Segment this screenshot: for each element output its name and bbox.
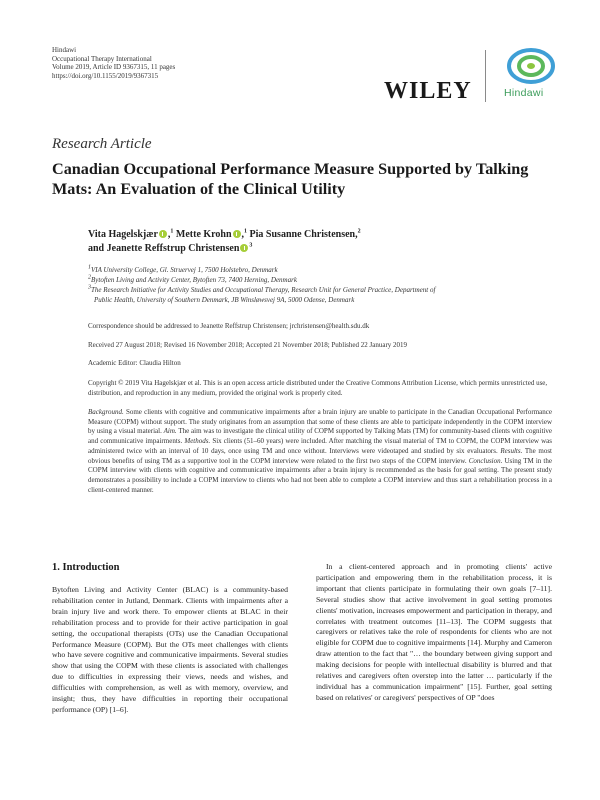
affiliation-item (88, 265, 558, 275)
hindawi-wordmark: Hindawi (504, 87, 544, 99)
author-name: Vita Hagelskjær (88, 229, 158, 240)
volume-line: Volume 2019, Article ID 9367315, 11 pages (52, 63, 176, 72)
body-column-right (316, 562, 552, 704)
article-title: Canadian Occupational Performance Measure Supported by Talking Mats: An Evaluation of the Clinical Utility (52, 160, 529, 198)
abstract-label: Results. (500, 446, 523, 455)
orcid-icon[interactable] (240, 244, 248, 252)
abstract-label: Aim. (163, 427, 177, 436)
authors-and: and (88, 243, 105, 254)
wiley-logo: WILEY (384, 78, 472, 104)
abstract-text: Using TM in the COPM interview with clients with cognitive and communicative impairments after a brain injury is recommended as the basis for goal setting. The present study demonstrates a possibility to include a COPM interview to clients who had not been able to complete a COPM interview and thus start a rehabilitation process in a client-centered manner. (88, 456, 552, 494)
author-list: Vita Hagelskjær ,$^1$ Mette Krohn ,$^1$ Pia Susanne Christensen,$^2$ and Jeanette Reffstrup Christensen $^3$ (88, 228, 361, 254)
abstract-text: The most obvious benefits of using TM as a supportive tool in the COPM interview were related to the first two steps of the COPM interview. (88, 446, 552, 465)
author-name: Mette Krohn (175, 229, 232, 240)
affiliations (88, 265, 558, 305)
author-affil-sup: 1 (170, 228, 174, 235)
affiliation-item (88, 275, 558, 285)
abstract-text: The aim was to investigate the clinical utility of COPM supported by Talking Mats (TM) for community-based clients with cognitive and communicative impairments. (88, 427, 552, 446)
doi-link[interactable]: https://doi.org/10.1155/2019/9367315 (52, 71, 159, 80)
author-affil-sup: 2 (357, 228, 361, 235)
affiliation-continuation: Public Health, University of Southern Denmark, JB Winsløwsvej 9A, 5000 Odense, Denmark (94, 296, 355, 304)
body-paragraph: In a client-centered approach and in promoting clients' active participation and empowering them in the rehabilitation process, it is important that clients participate in formulating their own goals [7–11]. Several studies show that active involvement in goal setting promotes clients' motivation, increases empowerment and participation in therapy, and correlates with treatment outcomes [11–13]. The COPM suggests that caregivers or relatives take the role of respondents for clients who are not eligible for COPM due to cognitive impairments [14]. Murphy and Cameron draw attention to the fact that "… the boundary between giving support and making decisions for people with intellectual disability is blurred and that relatives and caregivers often overstep into the latter … particularly if the individual has a communication impairment" [15]. Further, goal setting based on relatives' or caregivers' perspectives of OP "does (316, 562, 552, 702)
copyright-notice: Copyright © 2019 Vita Hagelskjær et al. This is an open access article distributed under the Creative Commons Attribution License, which permits unrestricted use, distribution, and reproduction in any medium, provided the original work is properly cited. (88, 379, 548, 397)
section-heading: 1. Introduction (52, 562, 120, 573)
dates-line: Received 27 August 2018; Revised 16 November 2018; Accepted 21 November 2018; Published 22 January 2019 (88, 341, 408, 349)
author-name: Jeanette Reffstrup Christensen (106, 243, 240, 254)
affiliation-sup: 3 (88, 284, 91, 291)
author-name: Pia Susanne Christensen, (249, 229, 358, 240)
author-affil-sup: 1 (244, 228, 248, 235)
affiliation-sup: 2 (88, 274, 91, 281)
academic-editor-line: Academic Editor: Claudia Hilton (88, 359, 181, 367)
abstract-label: Methods. (184, 437, 211, 446)
affiliation-text: The Research Initiative for Activity Studies and Occupational Therapy, Research Unit for General Practice, Department of (91, 286, 436, 294)
correspondence-line: Correspondence should be addressed to Jeanette Reffstrup Christensen; jrchristensen@health.sdu.dk (88, 322, 370, 330)
affiliation-text: Bytoften Living and Activity Center, Bytoften 73, 7400 Herning, Denmark (91, 276, 297, 284)
hindawi-logo-icon (505, 46, 557, 86)
journal-info (52, 46, 175, 80)
abstract-label: Background. (88, 408, 124, 416)
body-paragraph: Bytoften Living and Activity Center (BLAC) is a community-based rehabilitation center in Jutland, Denmark. Clients with impairments after a brain injury live and work there. To empower clients at BLAC in their rehabilitation process and to provide for their active participation in goal setting, the occupational therapists (OTs) use the Canadian Occupational Performance Measure (COPM). But the OTs meet challenges with clients who have severe cognitive and communicative impairments. Several studies show that using the COPM with these clients is associated with challenges due to difficulties in expressing their views, needs and wishes, and difficulties with comprehension, as well as with memory, overview, and insight; thus, they have difficulties in reporting their occupational performance (OP) [1–6]. (52, 585, 288, 714)
body-column-left (52, 562, 288, 716)
publisher-line: Hindawi (52, 46, 77, 54)
abstract-label: Conclusion. (468, 456, 503, 465)
logo-divider (485, 50, 486, 102)
article-type: Research Article (52, 136, 152, 152)
orcid-icon[interactable] (233, 230, 241, 238)
orcid-icon[interactable] (159, 230, 167, 238)
affiliation-item (88, 285, 558, 295)
affiliation-sup: 1 (88, 264, 91, 271)
journal-name: Occupational Therapy International (52, 54, 152, 63)
abstract-text: Some clients with cognitive and communicative impairments after a brain injury are unable to participate in the Canadian Occupational Performance Measure (COPM) without support. The study originates from an assumption that some of these clients are able to participate independently in the COPM interview by using a visual material. (88, 408, 552, 436)
abstract-text: Six clients (51–60 years) were included. After matching the visual material of TM to COPM, the COPM interview was administered twice with an interval of 10 days, once using TM and once without. Interviews were videotaped and studied by six evaluators. (88, 437, 552, 455)
abstract (88, 408, 552, 495)
affiliation-text: VIA University College, Gl. Struervej 1, 7500 Holstebro, Denmark (91, 266, 278, 274)
author-affil-sup: 3 (249, 242, 253, 249)
